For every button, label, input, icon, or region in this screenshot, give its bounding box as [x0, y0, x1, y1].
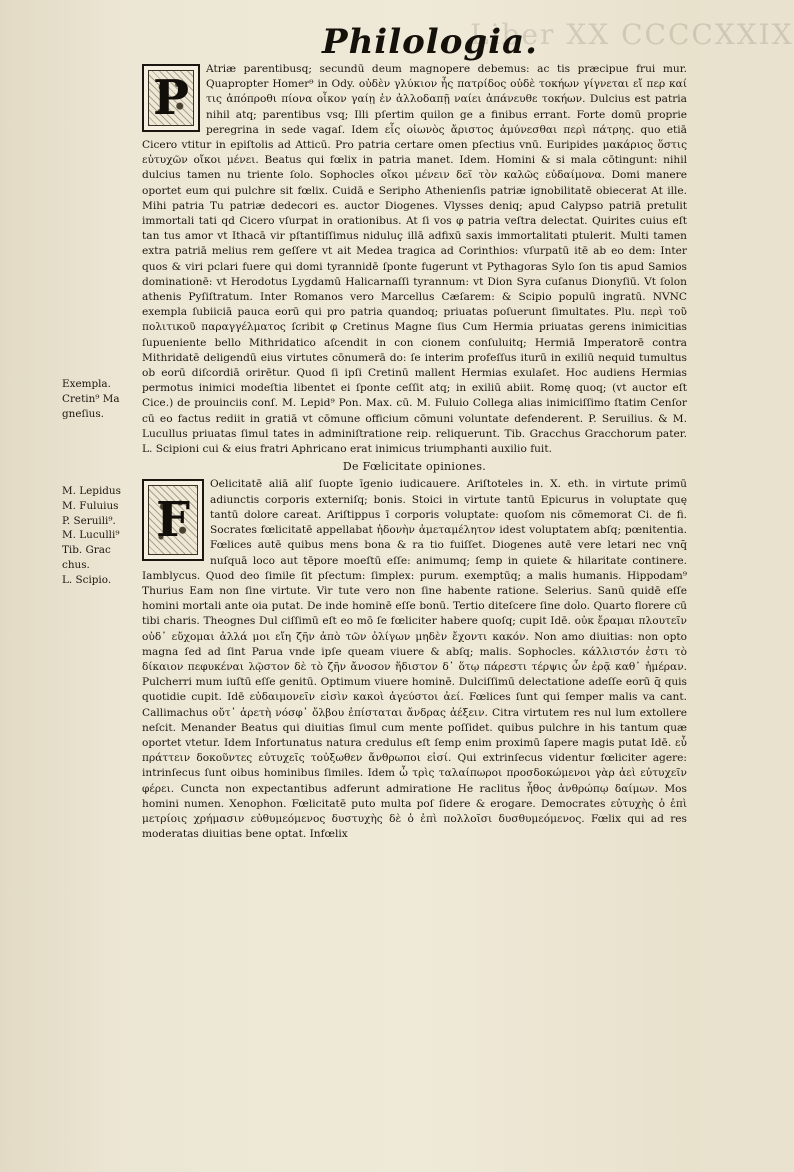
marginalia-names [62, 484, 138, 588]
paragraph-patria: Atriæ parentibusq; secundū deum magnopere debemus: ac tis præcipue frui mur. Quapropter Homer⁹ in Ody. οὐδὲν γλύκιον ἧς πατρίδος οὐδὲ τοκήων γίγνεται εἴ περ καί τις ἀπόπροθι πίονα οἶκον γαίῃ ἐν ἀλλοδαπῇ ναίει ἀπάνευθε τοκήων. Dulcius est patria nihil atq; parentibus vsq; Illi pſertim quilon ge a finibus errant. Forte domū proprie peregrina in sede vagaſ. Idem εἷς οἰωνὸς ἄριστος ἀμύνεσθαι περὶ πάτρης. quo etiā Cicero vtitur in epiſtolis ad Atticū. Pro patria certare omen pſectius vnū. Euripides μακάριος ὅστις εὐτυχῶν οἴκοι μένει. Beatus qui fœlix in patria manet. Idem. Homini & si mala cōtingunt: nihil dulcius tamen nu triente ſolo. Sophocles οἴκοι μένειν δεῖ τὸν καλῶς εὐδαίμονα. Domi manere oportet eum qui pulchre sit fœlix. Cuidā e Seripho Athenienſis patriæ ignobilitatē obiecerat At ille. Mihi patria Tu patriæ dedecori es. auctor Diogenes. Vlysses deniq; apud Calypso patriā pretulit immortali tati qd Cicero vſurpat in orationibus. At ſi vos φ patria veſtra delectat. Quirites cuius eſt tan tus amor vt Ithacā vir pſtantiſſimus niduluç illā adfixū saxis immortalitati ptulerit. Multi tamen extra patriā melius rem geſſere vt ait Medea tragica ad Corinthios: vſurpatū itē ab eo dem: Inter quos & viri pclari fuere qui domi tyrannidē ſponte fugerunt vt Pythagoras Sylo ſon tis apud Samios dominationē: vt Herodotus Lygdamū Halicarnaſſi tyrannum: vt Dion Syra cuſanus Dionyſiū. Vt ſolon athenis Pyſiſtratum. Inter Romanos vero Marcellus Cæſarem: & Scipio populū ingratū. NVNC exempla ſubiiciā pauca eorū qui pro patria quandoq; priuatas poſuerunt ſimultates. Plu. περὶ τοῦ πολιτικοῦ παραγγέλματος ſcribit φ Cretinus Magne ſius Cum Hermia priuatas gerens inimicitias ſupueniente bello Mithridatico aſcendit in con cionem conſuluitq; Hermiā Imperatorē contra Mithridatē deligendū eius virtutes cōnumerā do: ſe interim profeſſus iturū in exiliū nequid tumultus ob eorū diſcordiā orirētur. Quod ſi ipſi Cretinū mallent Hermias exulaſet. Hoc audiens Hermias permotus inimici modeſtia libentet ei ſponte ceſſit atq; in exiliū abiit. Romę quoq; (vt auctor eſt Cice.) de prouinciis conſ. M. Lepid⁹ Pon. Max. cū. M. Fuluio Collega alias inimiciſſimo ſtatim Cenſor cū eo factus rediit in gratiā vt cōmune officium cōmuni voluntate defenderent. P. Seruilius. & M. Lucullus priuatas ſimul tates in adminiſtratione reip. reliquerunt. Tib. Gracchus Gracchorum pater. L. Scipioni cui & eius fratri Aphricano erat inimicus triumphanti auxilio fuit. [142, 63, 687, 456]
marginalia-exempla [62, 377, 138, 421]
decorated-initial-f [142, 479, 204, 561]
margin-line: L. Scipio. [62, 573, 112, 586]
margin-line: chus. [62, 558, 90, 571]
page-header: Philologia. [322, 22, 538, 62]
margin-line: P. Seruili⁹. [62, 514, 116, 527]
margin-line: M. Luculli⁹ [62, 529, 120, 542]
paragraph-foelicitas: Oelicitatē aliā aliſ ſuopte īgenio iudicauere. Ariſtoteles in. X. eth. in virtute primū adiunctis corporis externiſq; bonis. Stoici in virtute tantū Epicurus in voluptate quę tantū dolore careat. Ariſtippus ī corporis voluptate: quoſom nis cōmemorat Ci. de fi. Socrates fœlicitatē appellabat ἡδονὴν ἀμεταμέλητον idest voluptatem abſq; pœnitentia. Fœlices autē quibus mens bona & ra tio fuiſſet. Diogenes autē vere letari nec vnq̄ nuſquā loco aut tēpore moeſtū eſſe: animumq; ſemp in quiete & hilaritate continere. Iamblycus. Quod deo ſimile ſit pſectum: ſimplex: purum. exemptūq; a malis humanis. Hippodam⁹ Thurius Eam non ſine virtute. Vir tute vero non ſine habente ratione. Selerius. Sanū quidē eſſe homini mortali ante oia putat. De inde hominē eſſe bonū. Tertio diteſcere ſine dolo. Quarto florere cū tibi charis. Theognes Dul ciſſimū eſt eo mō ſe fœliciter habere quoſq; cupit Idē. οὐκ ἔραμαι πλουτεῖν οὐδ᾽ εὔχομαι ἀλλά μοι εἴη ζῆν ἀπὸ τῶν ὀλίγων μηδὲν ἔχοντι κακόν. Non amo diuitias: non opto magna ſed ad ſint Parua vnde ipſe queam viuere & abſq; malis. Sophocles. κάλλιστόν ἐστι τὸ δίκαιον πεφυκέναι λῷστον δὲ τὸ ζῆν ἄνοσον ἥδιστον δ᾽ ὅτῳ πάρεστι τέρψις ὧν ἐρᾷ καθ᾽ ἡμέραν. Pulcherri mum iuſtū eſſe genitū. Optimum viuere hominē. Dulciſſimū delectatione adeſſe eorū q̄ quis quotidie cupit. Idē εὐδαιμονεῖν εἰσὶν κακοὶ ἀγεύστοι ἀεί. Fœlices ſunt qui ſemper malis va cant. Callimachus οὔτ᾽ ἀρετὴ νόσφ᾽ ὄλβου ἐπίσταται ἄνδρας ἀέξειν. Citra virtutem res nul lum extollere neſcit. Menander Beatus qui diuitias ſimul cum mente poſſidet. quibus pulchre in his tantum quæ oportet vtetur. Idem Infortunatus natura credulus eſt ſemp enim proximū ſapere magis putat Idē. εὖ πράττειν δοκοῦντες εὐτυχεῖς τοὐξωθεν ἄνθρωποι εἰσί. Qui extrinſecus videntur fœliciter agere: intrinſecus ſunt oibus hominibus ſimiles. Idem ὦ τρὶς ταλαίπωροι προσδοκώμενοι γὰρ ἀεὶ εὐτυχεῖν φέρει. Cuncta non expectantibus adferunt admiratione He raclitus ἦθος ἀνθρώπῳ δαίμων. Mos homini numen. Xenophon. Fœlicitatē puto multa poſ ſidere & erogare. Democrates εὐτυχὴς ὁ ἐπὶ μετρίοις χρήμασιν εὐθυμεόμενος δυστυχὴς δὲ ὁ ἐπὶ πολλοῖσι δυσθυμεόμενος. Fœlix qui ad res moderatas diuitias bene optat. Infœlix [142, 478, 687, 841]
margin-line: Exempla. [62, 378, 111, 390]
bleed-through-text: Liber XX CCCCXXIX [470, 18, 794, 51]
section-heading: De Fœlicitate opiniones. [342, 460, 487, 474]
margin-line: M. Fuluius [62, 499, 119, 512]
initial-letter: F [155, 492, 191, 549]
margin-line: Cretin⁹ Ma [62, 392, 120, 405]
margin-line: gneſius. [62, 407, 104, 420]
main-text-column [142, 62, 687, 842]
decorated-initial-p [142, 64, 200, 132]
initial-letter: P [152, 70, 190, 126]
margin-line: M. Lepidus [62, 485, 121, 497]
margin-line: Tib. Grac [62, 544, 111, 557]
